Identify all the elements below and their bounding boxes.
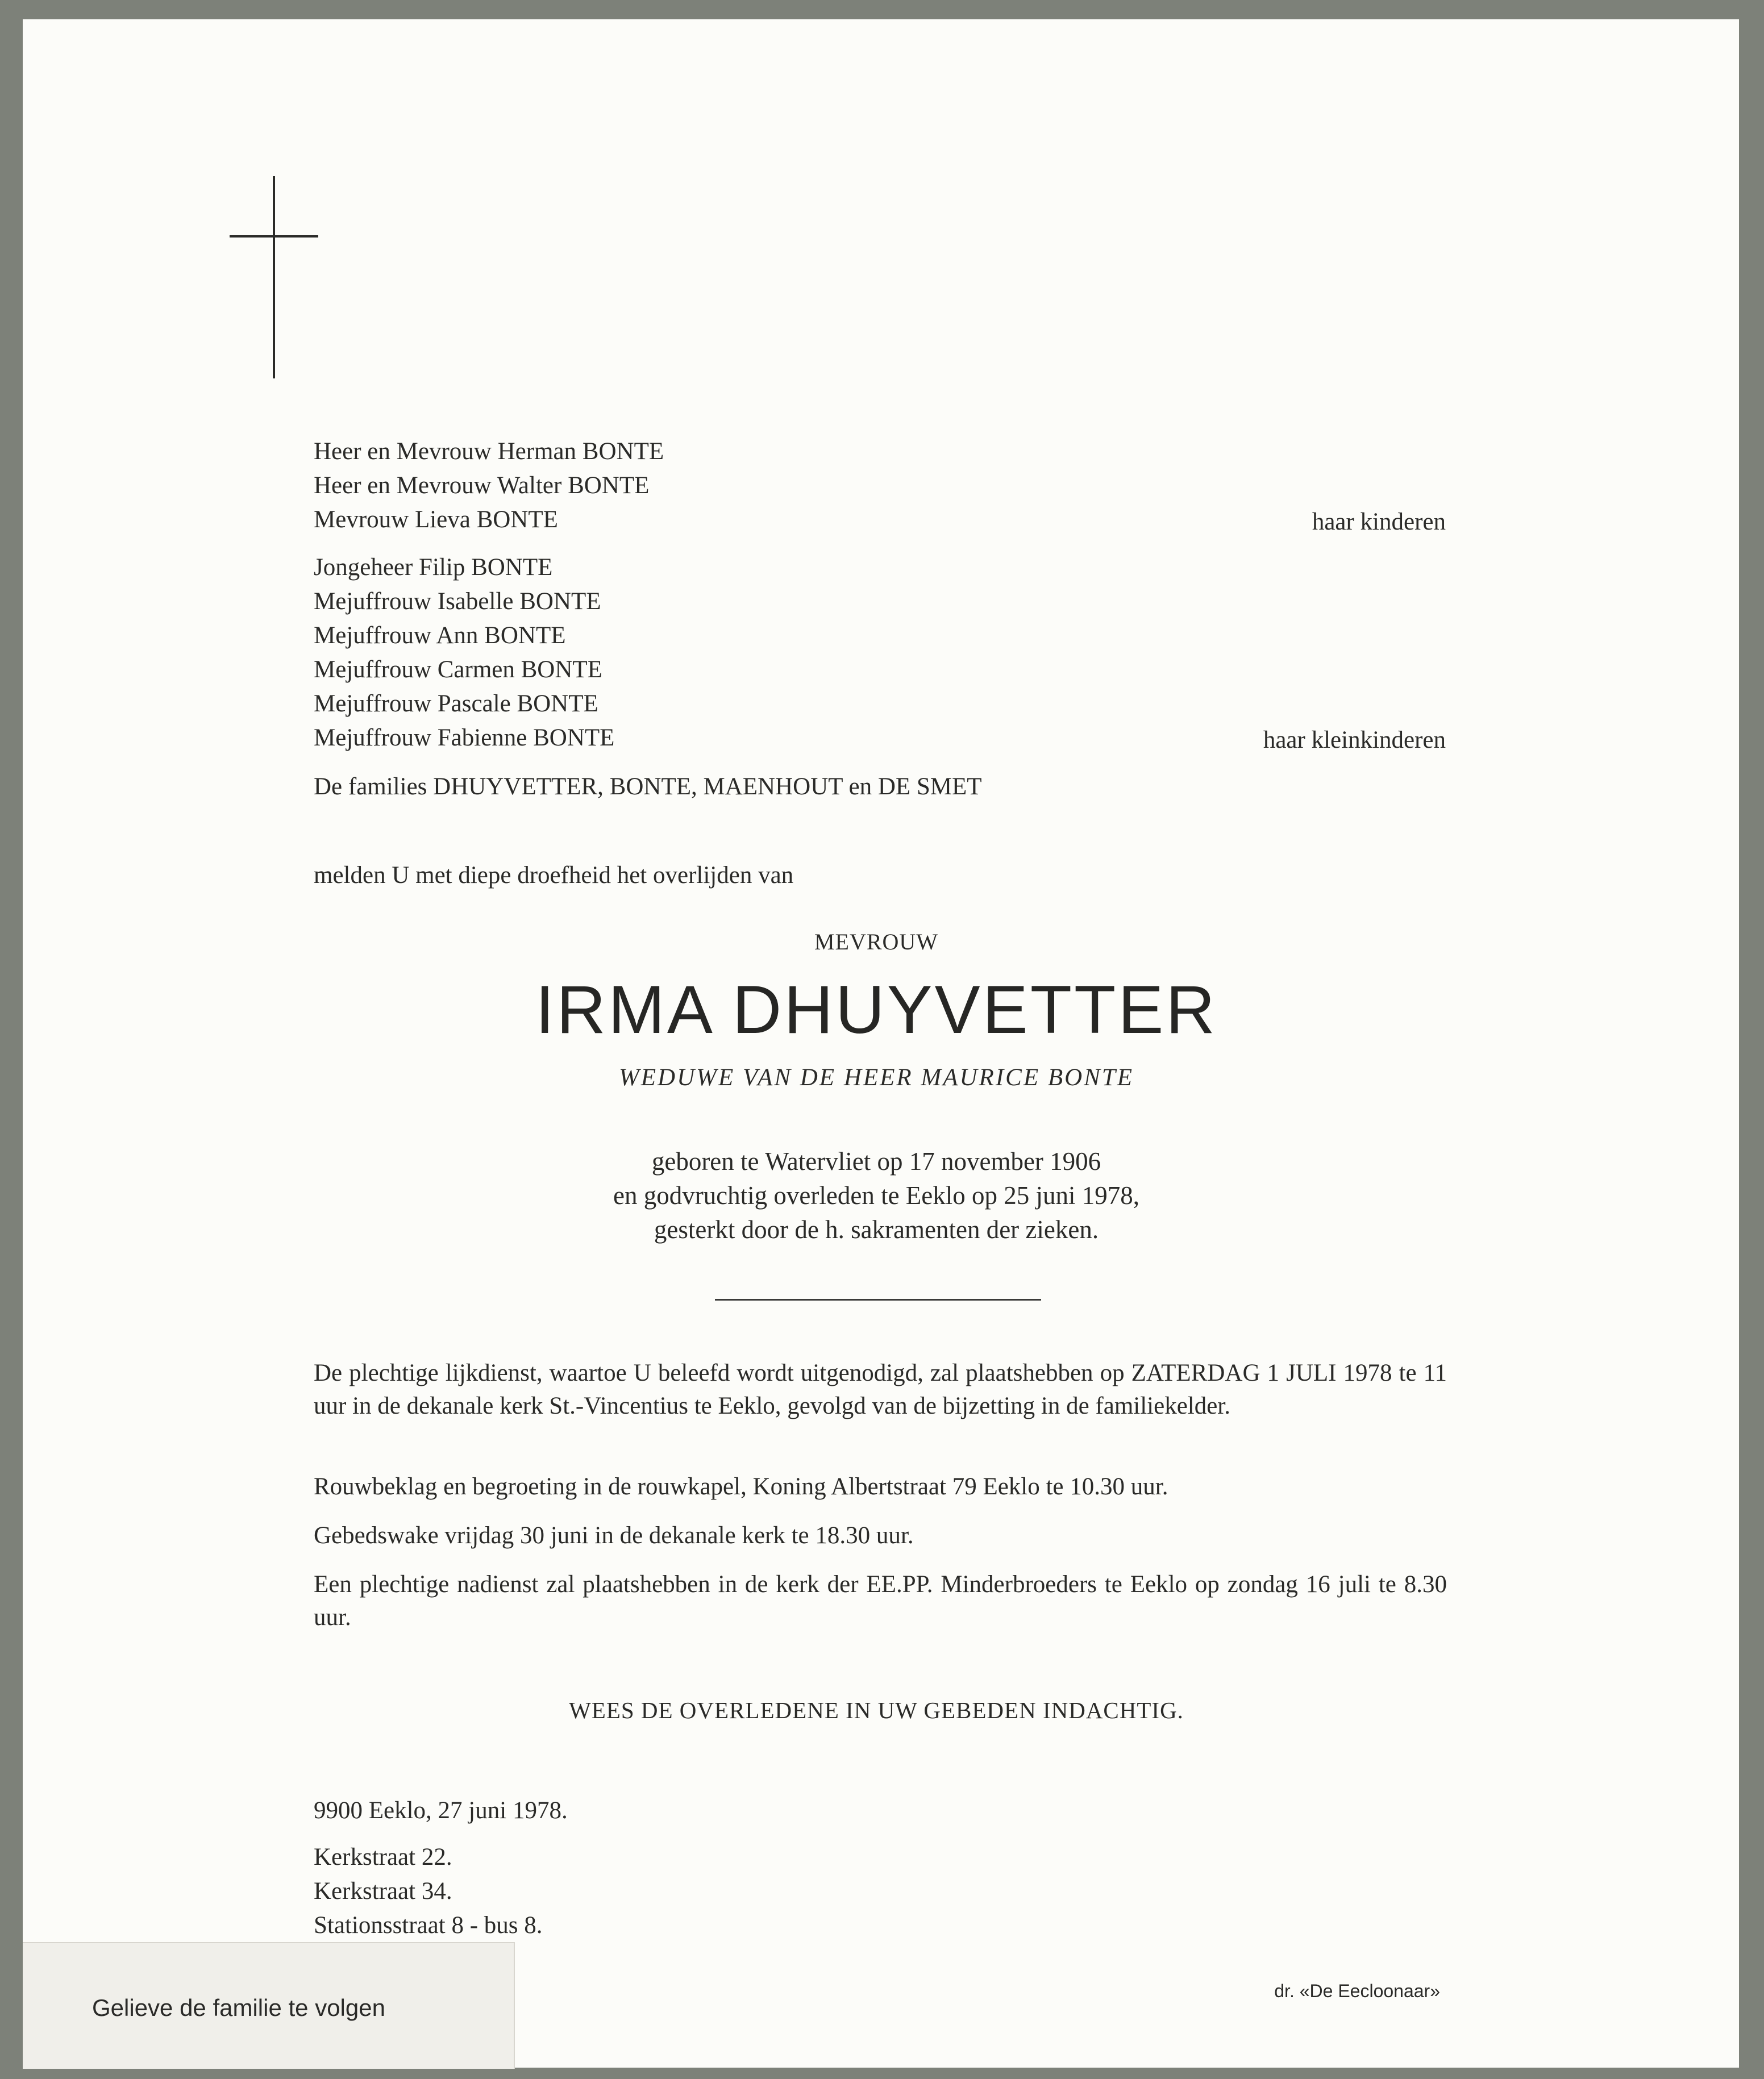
- deceased-title: MEVROUW: [814, 929, 939, 955]
- grandchild-line: Mejuffrouw Ann BONTE: [314, 622, 566, 649]
- grandchild-line: Mejuffrouw Pascale BONTE: [314, 690, 598, 717]
- address-line: Kerkstraat 34.: [314, 1878, 452, 1905]
- vigil-paragraph: Gebedswake vrijdag 30 juni in de dekanale kerk te 18.30 uur.: [314, 1522, 914, 1549]
- divider: [715, 1299, 1041, 1301]
- address-line: Kerkstraat 22.: [314, 1844, 452, 1870]
- prayer-line: WEES DE OVERLEDENE IN UW GEBEDEN INDACHTIG.: [569, 1697, 1184, 1723]
- grandchild-line: Mejuffrouw Carmen BONTE: [314, 656, 602, 683]
- grandchild-line: Mejuffrouw Fabienne BONTE: [314, 724, 615, 751]
- announcement: melden U met diepe droefheid het overlijden van: [314, 862, 794, 889]
- children-relation: haar kinderen: [1312, 509, 1446, 535]
- place-date: 9900 Eeklo, 27 juni 1978.: [314, 1797, 568, 1824]
- death-line: en godvruchtig overleden te Eeklo op 25 juni 1978,: [613, 1181, 1140, 1210]
- child-line: Heer en Mevrouw Herman BONTE: [314, 438, 664, 465]
- deceased-name: IRMA DHUYVETTER: [535, 972, 1218, 1048]
- sacraments-line: gesterkt door de h. sakramenten der zieken.: [654, 1215, 1099, 1244]
- grandchild-line: Mejuffrouw Isabelle BONTE: [314, 588, 601, 615]
- child-line: Mevrouw Lieva BONTE: [314, 506, 558, 533]
- address-line: Stationsstraat 8 - bus 8.: [314, 1912, 543, 1939]
- follow-family-text: Gelieve de familie te volgen: [92, 1994, 385, 2021]
- cross-icon-bar: [230, 235, 318, 238]
- child-line: Heer en Mevrouw Walter BONTE: [314, 472, 650, 499]
- memorial-paragraph: Een plechtige nadienst zal plaatshebben in de kerk der EE.PP. Minderbroeders te Eeklo op zondag 16 juli te 8.30 uur.: [314, 1571, 1447, 1631]
- grandchild-line: Jongeheer Filip BONTE: [314, 554, 553, 581]
- widow-of: WEDUWE VAN DE HEER MAURICE BONTE: [618, 1064, 1134, 1091]
- birth-line: geboren te Watervliet op 17 november 1906: [651, 1147, 1101, 1176]
- printer-credit: dr. «De Eecloonaar»: [1274, 1981, 1440, 2001]
- grandchildren-relation: haar kleinkinderen: [1263, 727, 1446, 753]
- condolences-paragraph: Rouwbeklag en begroeting in de rouwkapel, Koning Albertstraat 79 Eeklo te 10.30 uur.: [314, 1473, 1168, 1500]
- cross-icon: [273, 176, 275, 378]
- funeral-paragraph: De plechtige lijkdienst, waartoe U beleefd wordt uitgenodigd, zal plaatshebben op ZATERDAG 1 JULI 1978 te 11 uur in de dekanale kerk St.-Vincentius te Eeklo, gevolgd van de bijzetting in de familiekelder.: [314, 1360, 1447, 1419]
- families-line: De families DHUYVETTER, BONTE, MAENHOUT en DE SMET: [314, 773, 982, 800]
